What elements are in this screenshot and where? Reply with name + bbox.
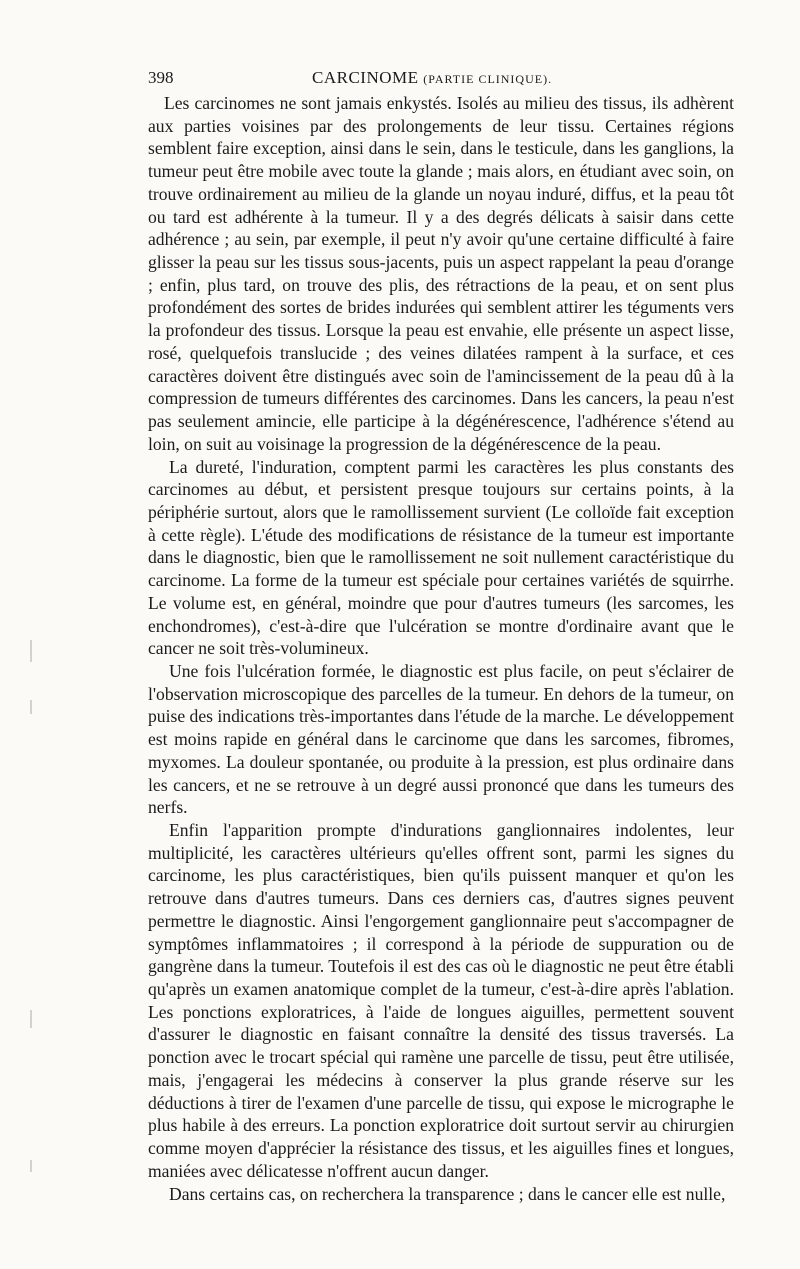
paragraph: Les carcinomes ne sont jamais enkystés. Isolés au milieu des tissus, ils adhèrent aux parties voisines par des prolongements de leur tissu. Certaines régions semblent faire exception, ainsi dans le sein, dans le testicule, dans les ganglions, la tumeur peut être mobile avec toute la glande ; mais alors, en étudiant avec soin, on trouve ordinairement au milieu de la glande un noyau induré, diffus, et la peau tôt ou tard est adhérente à la tumeur. Il y a des degrés délicats à saisir dans cette adhérence ; au sein, par exemple, il peut n'y avoir qu'une certaine difficulté à faire glisser la peau sur les tissus sous-jacents, puis un aspect rappelant la peau d'orange ; enfin, plus tard, on trouve des plis, des rétractions de la peau, et on sent plus profondément des sortes de brides indurées qui semblent attirer les téguments vers la profondeur des tissus. Lorsque la peau est envahie, elle présente un aspect lisse, rosé, quelquefois translucide ; des veines dilatées rampent à la surface, et ces caractères doivent être distingués avec soin de l'amincissement de la peau dû à la compression de tumeurs différentes des carcinomes. Dans les cancers, la peau n'est pas seulement amincie, elle participe à la dégénérescence, l'adhérence s'étend au loin, on suit au voisinage la progression de la dégénérescence de la peau. — [148, 93, 734, 454]
page-header — [148, 62, 734, 92]
body-text — [148, 92, 734, 1205]
book-page — [148, 62, 734, 1205]
scan-speck — [30, 700, 32, 714]
scan-speck — [30, 640, 32, 662]
paragraph: Dans certains cas, on recherchera la transparence ; dans le cancer elle est nulle, — [169, 1183, 726, 1204]
paragraph: Une fois l'ulcération formée, le diagnostic est plus facile, on peut s'éclairer de l'observation microscopique des parcelles de la tumeur. En dehors de la tumeur, on puise des indications très-importantes dans l'étude de la marche. Le développement est moins rapide en général dans le carcinome que dans les sarcomes, fibromes, myxomes. La douleur spontanée, ou produite à la pression, est plus ordinaire dans les cancers, et ne se retrouve à un degré aussi prononcé que dans les tumeurs des nerfs. — [148, 660, 735, 818]
paragraph: Enfin l'apparition prompte d'indurations ganglionnaires indolentes, leur multiplicité, les caractères ultérieurs qu'elles offrent sont, parmi les signes du carcinome, les plus caractéristiques, bien qu'ils puissent manquer et qu'on les retrouve dans d'autres tumeurs. Dans ces derniers cas, d'autres signes peuvent permettre le diagnostic. Ainsi l'engorgement ganglionnaire peut s'accompagner de symptômes inflammatoires ; il correspond à la période de suppuration ou de gangrène dans la tumeur. Toutefois il est des cas où le diagnostic ne peut être établi qu'après un examen anatomique complet de la tumeur, c'est-à-dire après l'ablation. Les ponctions exploratrices, à l'aide de longues aiguilles, permettent souvent d'assurer le diagnostic en faisant connaître la densité des tissus traversés. La ponction avec le trocart spécial qui ramène une parcelle de tissu, peut être utilisée, mais, j'engagerai les médecins à conserver la plus grande réserve sur les déductions à tirer de l'examen d'une parcelle de tissu, qui expose le micrographe le plus habile à des erreurs. La ponction exploratrice doit surtout servir au chirurgien comme moyen d'apprécier la résistance des tissus, et les aiguilles fines et longues, maniées avec délicatesse n'offrent aucun danger. — [148, 820, 734, 1181]
page-number: 398 — [148, 68, 174, 87]
running-head — [312, 68, 552, 88]
scan-speck — [30, 1160, 32, 1172]
scan-speck — [30, 1010, 32, 1028]
paragraph: La dureté, l'induration, comptent parmi les caractères les plus constants des carcinomes au début, et persistent presque toujours sur certains points, à la périphérie surtout, alors que le ramollissement survient (Le colloïde fait exception à cette règle). L'étude des modifications de résistance de la tumeur est importante dans le diagnostic, bien que le ramollissement ne soit nullement caractéristique du carcinome. La forme de la tumeur est spéciale pour certaines variétés de squirrhe. Le volume est, en général, moindre que pour d'autres tumeurs (les sarcomes, les enchondromes), c'est-à-dire que l'ulcération se montre d'ordinaire avant que le cancer ne soit très-volumineux. — [148, 456, 734, 659]
running-head-subtitle: (PARTIE CLINIQUE). — [423, 72, 553, 86]
running-head-title: CARCINOME — [312, 68, 419, 87]
